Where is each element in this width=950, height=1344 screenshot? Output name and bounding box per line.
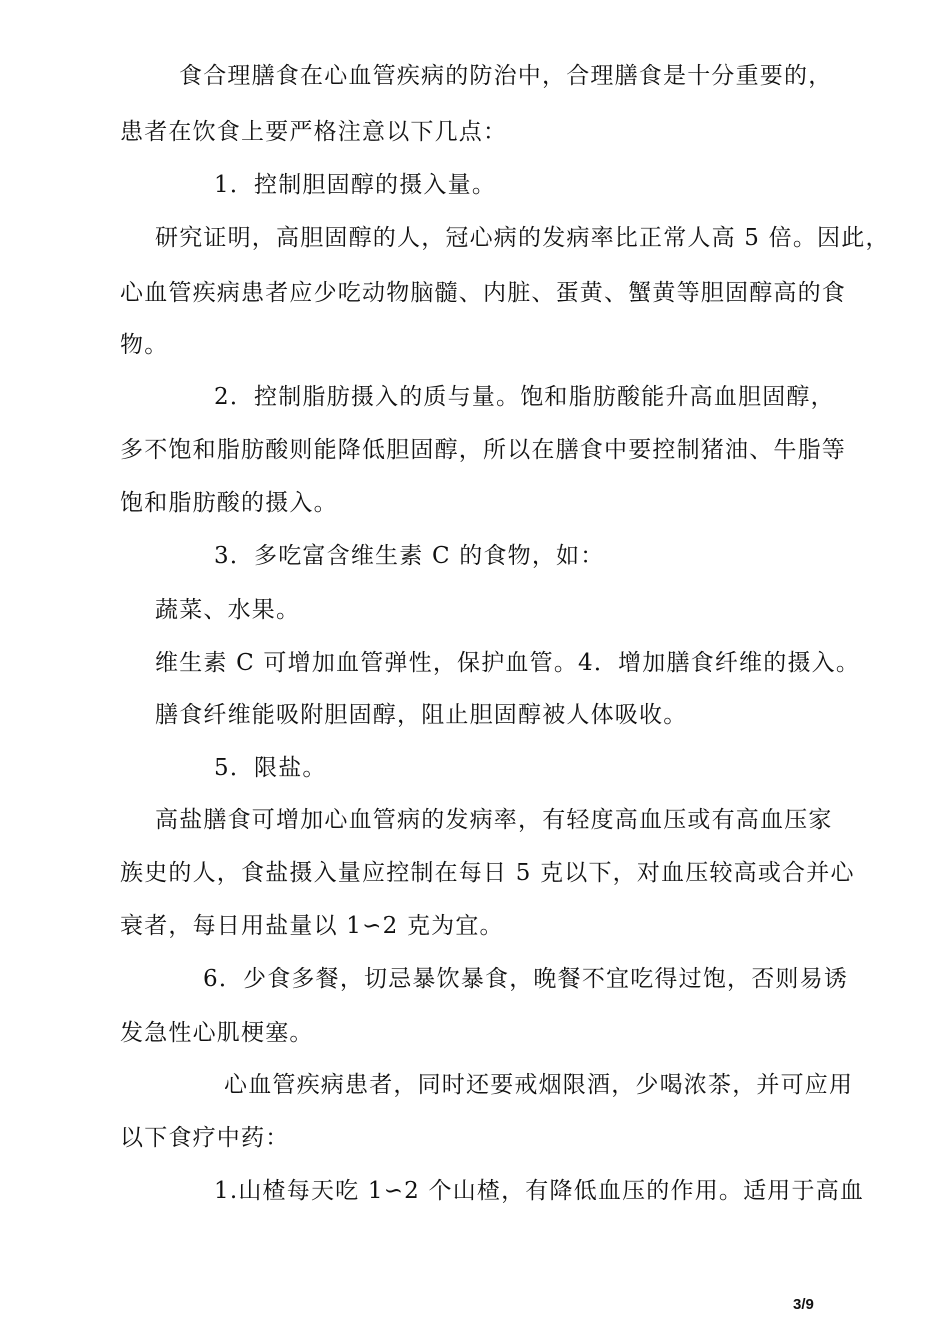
text-line: 2．控制脂肪摄入的质与量。饱和脂肪酸能升高血胆固醇， xyxy=(214,384,835,410)
text-line: 5．限盐。 xyxy=(214,755,327,781)
text-line: 心血管疾病患者，同时还要戒烟限酒，少喝浓茶，并可应用 xyxy=(224,1072,854,1098)
text-line: 维生素 C 可增加血管弹性，保护血管。4．增加膳食纤维的摄入。 xyxy=(155,650,861,676)
text-line: 衰者，每日用盐量以 1∽2 克为宜。 xyxy=(120,913,504,939)
text-line: 患者在饮食上要严格注意以下几点： xyxy=(120,119,508,145)
text-line: 膳食纤维能吸附胆固醇，阻止胆固醇被人体吸收。 xyxy=(155,702,688,728)
text-line: 发急性心肌梗塞。 xyxy=(120,1020,314,1046)
text-line: 物。 xyxy=(120,332,169,358)
text-line: 心血管疾病患者应少吃动物脑髓、内脏、蛋黄、蟹黄等胆固醇高的食 xyxy=(120,280,846,306)
text-line: 以下食疗中药： xyxy=(120,1125,290,1151)
text-line: 饱和脂肪酸的摄入。 xyxy=(120,490,338,516)
text-line: 1.山楂每天吃 1∽2 个山楂，有降低血压的作用。适用于高血 xyxy=(214,1178,865,1204)
text-line: 高盐膳食可增加心血管病的发病率，有轻度高血压或有高血压家 xyxy=(155,807,833,833)
text-line: 族史的人，食盐摄入量应控制在每日 5 克以下，对血压较高或合并心 xyxy=(120,860,855,886)
page-number: 3/9 xyxy=(793,1296,814,1313)
text-line: 研究证明，高胆固醇的人，冠心病的发病率比正常人高 5 倍。因此， xyxy=(155,225,890,251)
text-line: 3．多吃富含维生素 C 的食物，如： xyxy=(214,543,605,569)
text-line: 多不饱和脂肪酸则能降低胆固醇，所以在膳食中要控制猪油、牛脂等 xyxy=(120,437,846,463)
text-line: 食合理膳食在心血管疾病的防治中，合理膳食是十分重要的， xyxy=(179,63,833,89)
text-line: 6．少食多餐，切忌暴饮暴食，晚餐不宜吃得过饱，否则易诱 xyxy=(203,966,849,992)
text-line: 1．控制胆固醇的摄入量。 xyxy=(214,172,497,198)
text-line: 蔬菜、水果。 xyxy=(155,597,301,623)
